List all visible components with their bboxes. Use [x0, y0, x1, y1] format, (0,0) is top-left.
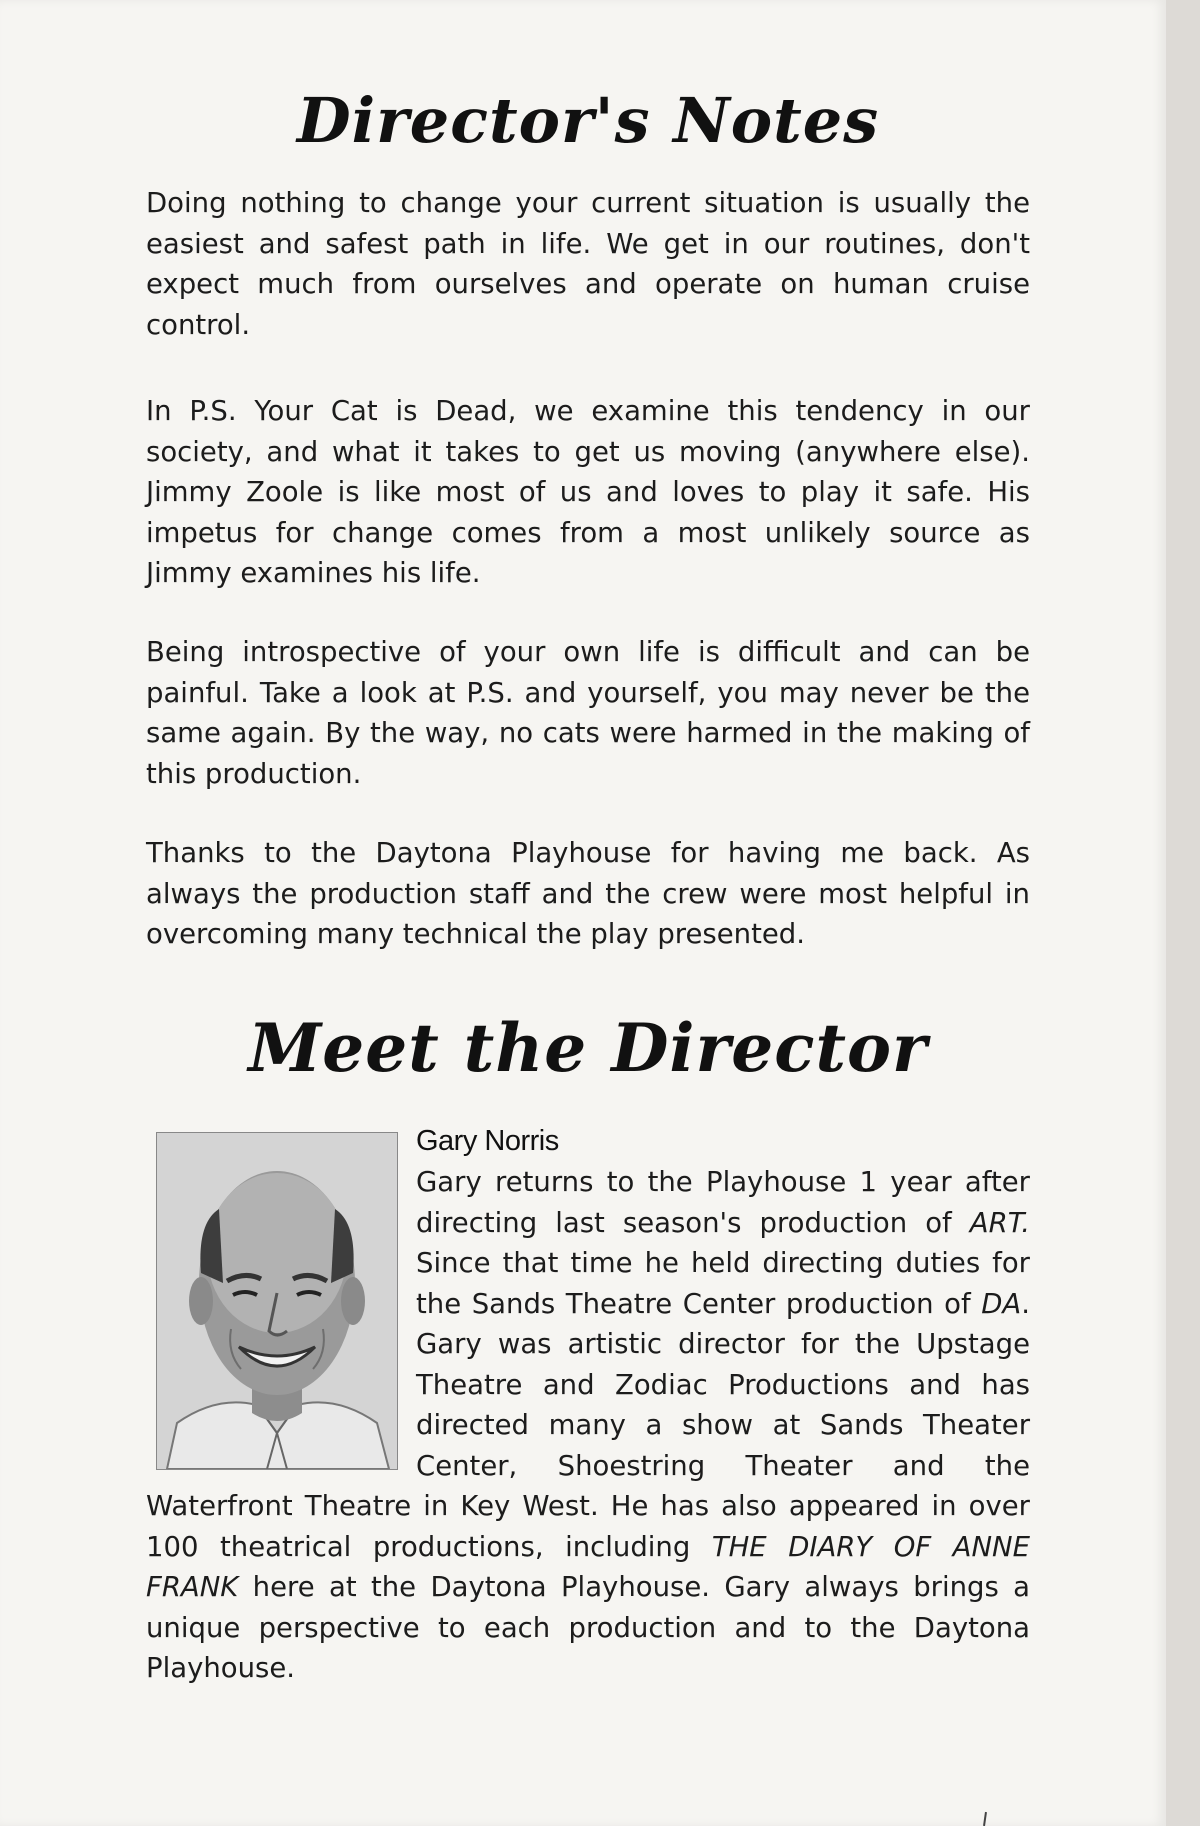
bio-show-title-da: DA [981, 1287, 1022, 1320]
director-photo [156, 1132, 398, 1470]
notes-paragraph-1: Doing nothing to change your current situation is usually the easiest and safest path in life. We get in our routines, don't expect much from ourselves and operate on human cruise control. [146, 187, 1030, 341]
notes-paragraph-2: In P.S. Your Cat is Dead, we examine this tendency in our society, and what it takes to get us moving (anywhere else). Jimmy Zoole is like most of us and loves to play it safe. His impetus for change comes from a most unlikely source as Jimmy examines his life. [146, 395, 1030, 589]
director-bio [146, 1120, 1030, 1689]
page-mark [983, 1812, 987, 1826]
bio-show-title-diary: THE DIARY OF ANNE FRANK [146, 1530, 1030, 1603]
bio-text-part-1: Gary returns to the Playhouse 1 year after directing last season's production of [416, 1166, 1030, 1239]
bio-text-part-3: . Gary was artistic director for the Upstage Theatre and Zodiac Productions and has directed many a show at Sands Theater Center, Shoestring Theater and the Waterfront Theatre in Key West. He has also appeared in over 100 theatrical productions, including [146, 1287, 1030, 1563]
bio-show-title-art: ART. [969, 1206, 1030, 1239]
bio-text-part-2: Since that time he held directing duties for the Sands Theatre Center production of [416, 1247, 1030, 1320]
directors-notes-heading: Director's Notes [296, 84, 880, 157]
meet-the-director-heading: Meet the Director [248, 1009, 928, 1087]
bio-text-part-4: here at the Daytona Playhouse. Gary always brings a unique perspective to each production and to the Daytona Playhouse. [146, 1571, 1030, 1684]
director-portrait-image [157, 1133, 397, 1469]
notes-paragraph-3: Being introspective of your own life is difficult and can be painful. Take a look at P.S. and yourself, you may never be the same again. By the way, no cats were harmed in the making of this production. [146, 636, 1030, 790]
notes-paragraph-4: Thanks to the Daytona Playhouse for having me back. As always the production staff and the crew were most helpful in overcoming many technical the play presented. [146, 837, 1030, 950]
director-name: Gary Norris [416, 1125, 559, 1157]
page-edge [1166, 0, 1200, 1826]
